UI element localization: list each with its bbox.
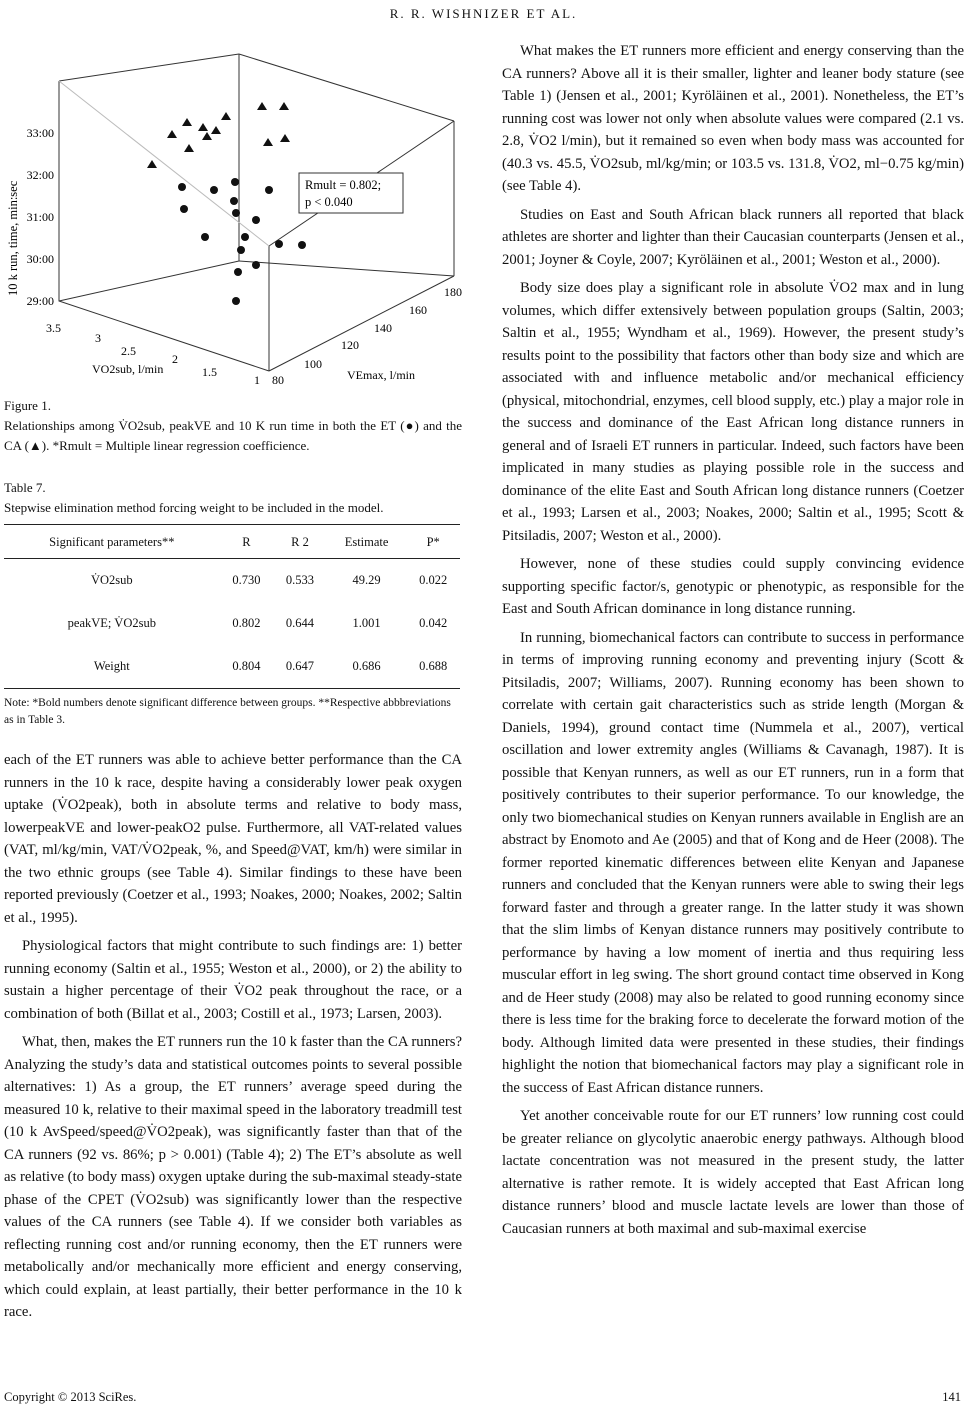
z-tick-3: 31:00	[26, 210, 54, 224]
body-paragraph: In running, biomechanical factors can contribute to success in performance in terms of improving running economy and preventing injury (Scott & Pitsiladis, 2007; Williams, 2007). Running economy has been shown to correlate with certain gait characteristics such as stride length (Morgan & Daniels, 1994), ground contact time (Nummela et al., 2007), vertical oscillation and lower extremity angles (Williams & Cavanagh, 1987). It is possible that Kenyan runners, as well as our ET runners, run in a form that positively contributes to their superior performance. To our knowledge, the only two biomechanical studies on Kenyan runners available in English are an abstract by Enomoto and Ae (2005) and that of Kong and de Heer (2008). The former reported kinematic differences between elite Kenyan and Japanese runners and concluded that the Kenyan runners were able to swing their legs forward faster and through a greater range. In the latter study it was shown that the slim limbs of Kenyan distance runners may positively contribute to performance by having a low moment of inertia and thus requiring less muscular effort in leg swing. The short ground contact time observed in Kong and de Heer study (2008) may also be related to good running economy since there is less time for the braking force to decelerate the forward motion of the body. Although limited data were presented in these studies, their findings highlight the notion that biomechanical factors may play a significant role in the success of East African distance runners.	[502, 629, 964, 1096]
running-head: R. R. WISHNIZER ET AL.	[389, 6, 578, 21]
body-paragraph: Studies on East and South African black runners all reported that black athletes are shorter and lighter than their Caucasian counterparts (Jensen et al., 2001; Joyner & Coyle, 2007; Kyröläinen et al., 2001; Weston et al., 2000).	[502, 206, 964, 268]
circle-marker	[275, 240, 283, 248]
x-tick-2: 3	[95, 331, 101, 345]
circle-marker	[298, 241, 306, 249]
x-tick-6: 1	[254, 373, 260, 386]
circle-marker	[265, 186, 273, 194]
figure-1-plot	[4, 46, 462, 386]
x-tick-4: 2	[172, 352, 178, 366]
table-header-cell: P*	[406, 525, 460, 559]
circle-marker	[232, 297, 240, 305]
x-tick-1: 3.5	[46, 321, 61, 335]
body-paragraph: What, then, makes the ET runners run the 10 k faster than the CA runners? Analyzing the study’s data and statistical outcomes points to several possible alternatives: 1) As a group, the ET runners’ average speed during the measured 10 k, relative to their maximal speed in the laboratory treadmill test (10 k AvSpeed/speed@V̇O2peak), was significantly faster than that of the CA runners (92 vs. 86%; p > 0.001) (Table 4); 2) The ET’s absolute as well as relative (to body mass) oxygen uptake during the sub-maximal steady-state phase of the CPET (V̇O2sub) was significantly lower than the respective values of the CA runners (see Table 4). If we consider both variables as reflecting running cost and/or running economy, then the ET runners were metabolically and/or mechanically more efficient and energy conserving, which could explain, at least partially, their better performance in the 10 k race.	[4, 1034, 462, 1320]
table-cell: 0.022	[419, 573, 448, 587]
circle-marker	[252, 261, 260, 269]
table-cell: 0.730	[232, 573, 261, 587]
circle-marker	[241, 233, 249, 241]
triangle-marker	[221, 112, 231, 120]
triangle-marker	[211, 126, 221, 134]
circle-marker	[201, 233, 209, 241]
table-subtitle: Stepwise elimination method forcing weight to be included in the model.	[4, 500, 384, 515]
table-cell: 0.042	[419, 616, 448, 630]
x-tick-5: 1.5	[202, 365, 217, 379]
figure-1	[4, 46, 462, 386]
y-axis-label: VEmax, l/min	[347, 368, 415, 382]
z-tick-2: 32:00	[26, 168, 54, 182]
circle-marker	[180, 205, 188, 213]
table-cell: Weight	[4, 645, 220, 689]
ca-triangles	[147, 102, 290, 168]
circle-marker	[252, 216, 260, 224]
triangle-marker	[182, 118, 192, 126]
circle-marker	[210, 186, 218, 194]
table-cell: 0.686	[327, 645, 407, 689]
circle-marker	[178, 183, 186, 191]
table-row	[4, 559, 460, 603]
triangle-marker	[198, 123, 208, 131]
body-paragraph: Body size does play a significant role in absolute V̇O2 max and in lung volumes, which differ extensively between population groups (Saltin, 2003; Saltin et al., 1955; Wyndham et al., 1969). However, the present study’s results point to the possibility that factors other than body size and which are associated with and influence metabolic and/or mechanical efficiency (physical, mitochondrial, enzymes, cell blood supply, etc.) play a major role in the success and dominance of the East African long distance runners in general and of Israeli ET runners in particular. Indeed, such factors have been implicated in many studies as playing possible role in the success and dominance of the elite East and South African long distance runners (Coetzer et al., 1993; Larsen et al., 2003; Noakes, 2000; Saltin et al., 1995; Scott & Pitsiladis, 2007; Weston et al., 2000).	[502, 280, 964, 544]
body-paragraph: each of the ET runners was able to achieve better performance than the CA runners in the 10 k race, despite having a considerably lower peak oxygen uptake (V̇O2peak), both in absolute terms and relative to body mass, lowerpeakVE and lower-peakO2 pulse. Furthermore, all VAT-related values (VAT, ml/kg/min, VAT/V̇O2peak, %, and Speed@VAT, km/h) were similar in the two ethnic groups (see Table 4). Similar findings to these have been reported previously (Coetzer et al., 1993; Noakes, 2000; Noakes, 2002; Saltin et al., 1995).	[4, 752, 462, 926]
et-circles	[178, 178, 306, 305]
table-header-cell: R 2	[273, 525, 327, 559]
y-tick-2: 100	[304, 357, 322, 371]
body-paragraph: What makes the ET runners more efficient and energy conserving than the CA runners? Above all it is their smaller, lighter and leaner body stature (see Table 1) (Jensen et al., 2001; Kyröläinen et al., 2001). Nonetheless, the ET’s running cost was lower not only when absolute values were compared (2.1 vs. 2.8, V̇O2 l/min), but it remained so even when body mass was accounted for (40.3 vs. 45.5, V̇O2sub, ml/kg/min; or 103.5 vs. 131.8, V̇O2, ml−0.75 kg/min) (see Table 4).	[502, 43, 964, 194]
figure-caption-title: Figure 1.	[4, 398, 51, 413]
z-tick-5: 29:00	[26, 294, 54, 308]
table-cell: peakVE; V̇O2sub	[67, 616, 156, 630]
right-column	[502, 40, 964, 1240]
table-header-row	[4, 525, 460, 559]
table-cell: 49.29	[352, 573, 381, 587]
circle-marker	[230, 197, 238, 205]
y-tick-1: 80	[272, 373, 284, 386]
circle-marker	[232, 209, 240, 217]
circle-marker	[231, 178, 239, 186]
table-header-cell: Estimate	[327, 525, 407, 559]
triangle-marker	[202, 132, 212, 140]
figure-caption: Relationships among V̇O2sub, peakVE and 10 K run time in both the ET (●) and the CA (▲). *Rmult = Multiple linear regression coefficience.	[4, 418, 462, 453]
annotation-line-1: Rmult = 0.802;	[305, 178, 382, 192]
y-tick-5: 160	[409, 303, 427, 317]
page-number: 141	[942, 1390, 961, 1404]
table-cell: 0.688	[406, 645, 460, 689]
annotation-line-2: p < 0.040	[305, 195, 353, 209]
table-cell: 1.001	[352, 616, 381, 630]
table-cell: 0.647	[273, 645, 327, 689]
body-paragraph: Physiological factors that might contribute to such findings are: 1) better running economy (Saltin et al., 1955; Weston et al., 2000), or 2) the ability to sustain a higher percentage of their V̇O2 peak throughout the race, or a combination of both (Billat et al., 2003; Costill et al., 1973; Larsen, 2003).	[4, 938, 462, 1022]
table-cell: 0.533	[285, 573, 315, 587]
circle-marker	[234, 268, 242, 276]
body-paragraph: Yet another conceivable route for our ET runners’ low running cost could be greater reliance on glycolytic anaerobic energy pathways. Although blood lactate concentration was not measured in the present study, the latter alternative is rather remote. It is widely accepted that East African long distance runners’ blood and muscle lactate levels are lower than those of Caucasian runners at both maximal and sub-maximal exercise	[502, 1108, 964, 1237]
y-tick-6: 180	[444, 285, 462, 299]
triangle-marker	[257, 102, 267, 110]
x-axis-label: VO2sub, l/min	[92, 362, 164, 376]
table-cell: V̇O2sub	[90, 573, 133, 587]
triangle-marker	[184, 144, 194, 152]
table-header-cell: Significant parameters**	[4, 525, 220, 559]
table-title: Table 7.	[4, 480, 46, 495]
table-cell: 0.644	[285, 616, 315, 630]
y-tick-4: 140	[374, 321, 392, 335]
left-column	[4, 46, 462, 1324]
body-paragraph: However, none of these studies could supply convincing evidence supporting specific factor/s, genotypic or phenotypic, as responsible for the East and South African dominance in long distance running.	[502, 556, 964, 617]
copyright: Copyright © 2013 SciRes.	[4, 1390, 137, 1404]
y-tick-3: 120	[341, 338, 359, 352]
triangle-marker	[279, 102, 289, 110]
triangle-marker	[147, 160, 157, 168]
table-7	[4, 524, 460, 689]
table-row	[4, 645, 460, 689]
table-header-cell: R	[220, 525, 274, 559]
triangle-marker	[263, 138, 273, 146]
z-tick-1: 33:00	[26, 126, 54, 140]
table-cell: 0.802	[232, 616, 261, 630]
x-tick-3: 2.5	[121, 344, 136, 358]
z-axis-label: 10 k run, time, min:sec	[6, 180, 20, 296]
triangle-marker	[280, 134, 290, 142]
triangle-marker	[167, 130, 177, 138]
table-row	[4, 602, 460, 645]
circle-marker	[237, 246, 245, 254]
table-cell: 0.804	[220, 645, 274, 689]
table-note: Note: *Bold numbers denote significant difference between groups. **Respective abbbreviations as in Table 3.	[4, 697, 451, 726]
z-tick-4: 30:00	[26, 252, 54, 266]
